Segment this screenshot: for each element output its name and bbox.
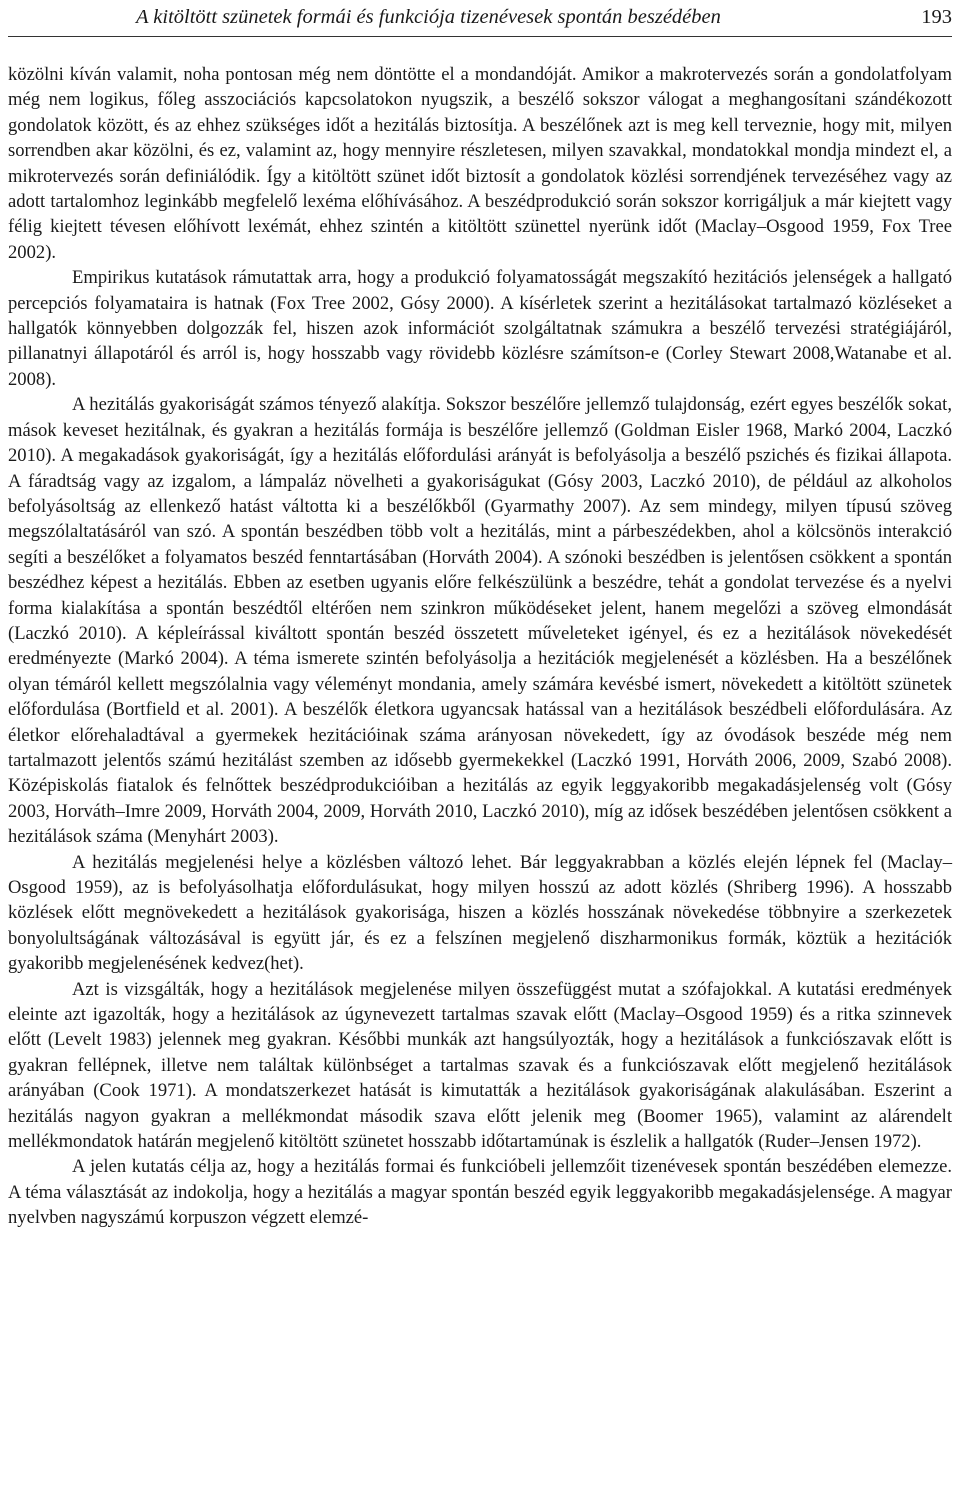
paragraph-research-aim: A jelen kutatás célja az, hogy a hezitálás formai és funkcióbeli jellemzőit tizenévesek spontán beszédében elemezze. A téma választását az indokolja, hogy a hezitálás a magyar spontán beszéd egyik leggyakoribb megakadásjelensége. A magyar nyelvben nagyszámú korpuszon végzett elemzé-	[8, 1156, 952, 1229]
page-header	[8, 0, 952, 37]
running-title: A kitöltött szünetek formái és funkciója tizenévesek spontán beszédében	[136, 6, 721, 28]
header-rule	[8, 36, 952, 37]
page-number: 193	[921, 6, 952, 28]
paragraph-empirical-research: Empirikus kutatások rámutattak arra, hogy a produkció folyamatosságát megszakító hezitációs jelenségek a hallgató percepciós folyamataira is hatnak (Fox Tree 2002, Gósy 2000). A kísérletek szerint a hezitálásokat tartalmazó közléseket a hallgatók könnyebben dolgozzák fel, hiszen azok információt szolgáltatnak számukra a beszélő tervezési stratégiájáról, pillanatnyi állapotáról és arról is, hogy hosszabb vagy rövidebb közlésre számítson-e (Corley Stewart 2008,Watanabe et al. 2008).	[8, 267, 952, 390]
paragraph-continuation: közölni kíván valamit, noha pontosan még nem döntötte el a mondandóját. Amikor a makrotervezés során a gondolatfolyam még nem logikus, főleg asszociációs kapcsolatokon nyugszik, a beszélő sokszor válogat a meghangosítani szándékozott gondolatok között, és az ehhez szükséges időt a hezitálás biztosítja. A beszélőnek azt is meg kell terveznie, hogy mit, milyen sorrendben akar közölni, és ez, valamint az, hogy mennyire részletesen, milyen szavakkal, mondatokkal mondja mindezt el, a mikrotervezés során definiálódik. Így a kitöltött szünet időt biztosít a gondolatok közlési sorrendjének tervezéséhez vagy az adott tartalomhoz leginkább megfelelő lexéma előhívásához. A beszédprodukció során sokszor korrigáljuk a már kiejtett vagy félig kiejtett tévesen előhívott lexémát, ehhez szintén a kitöltött szünettel nyerünk időt (Maclay–Osgood 1959, Fox Tree 2002).	[8, 64, 952, 263]
paragraph-hesitation-position: A hezitálás megjelenési helye a közlésben változó lehet. Bár leggyakrabban a közlés elején lépnek fel (Maclay–Osgood 1959), az is befolyásolhatja előfordulásukat, hogy milyen hosszú az adott közlés (Shriberg 1996). A hosszabb közlések előtt megnövekedett a hezitálások gyakorisága, hiszen a közlés hosszának növekedése többnyire a szerkezetek bonyolultságának változásával is együtt jár, és ez a felszínen megjelenő diszharmonikus formák, köztük a hezitációk gyakoribb megjelenésének kedvez(het).	[8, 851, 952, 975]
body-text	[8, 62, 952, 1231]
paragraph-hesitation-frequency: A hezitálás gyakoriságát számos tényező alakítja. Sokszor beszélőre jellemző tulajdonság, ezért egyes beszélők sokat, mások keveset hezitálnak, és gyakran a hezitálás formája is beszélőre jellemző (Goldman Eisler 1968, Markó 2004, Laczkó 2010). A megakadások gyakoriságát, így a hezitálás előfordulási arányát is befolyásolja a beszélő pszichés és fizikai állapota. A fáradtság vagy az izgalom, a lámpaláz növelheti a gyakoriságukat (Gósy 2003, Laczkó 2010), de például az alkoholos befolyásoltság az ellenkező hatást váltotta ki a beszélőkből (Gyarmathy 2007). Az sem mindegy, milyen típusú szöveg megszólaltatásáról van szó. A spontán beszédben több volt a hezitálás, mint a párbeszédekben, ahol a kölcsönös interakció segíti a beszélőket a folyamatos beszéd fenntartásában (Horváth 2004). A szónoki beszédben is jelentősen csökkent a spontán beszédhez képest a hezitálás. Ebben az esetben ugyanis előre felkészülünk a beszédre, tehát a gondolat tervezése és a nyelvi forma kialakítása a spontán beszédtől eltérően nem szinkron működéseket jelent, hanem megelőzi a szöveg elmondását (Laczkó 2010). A képleírással kiváltott spontán beszéd összetett műveleteket igényel, és ez a hezitálások növekedését eredményezte (Markó 2004). A téma ismerete szintén befolyásolja a hezitációk megjelenését a közlésben. Ha a beszélőnek olyan témáról kellett megszólalnia vagy véleményt mondania, amely számára kevésbé ismert, növekedett a kitöltött szünetek előfordulása (Bortfield et al. 2001). A beszélők életkora ugyancsak hatással van a hezitálások beszédbeli előfordulására. Az életkor előrehaladtával a gyermekek hezitációinak száma arányosan növekedett, így az óvodások beszéde még nem tartalmazott jelentős számú hezitálást szemben az idősebb gyermekekkel (Laczkó 1991, Horváth 2006, 2009, Szabó 2008). Középiskolás fiatalok és felnőttek beszédprodukcióiban a hezitálás az egyik leggyakoribb megakadásjelenség volt (Gósy 2003, Horváth–Imre 2009, Horváth 2004, 2009, Horváth 2010, Laczkó 2010), míg az idősek beszédében jelentősen csökkent a hezitálások száma (Menyhárt 2003).	[8, 394, 952, 848]
paragraph-word-classes: Azt is vizsgálták, hogy a hezitálások megjelenése milyen összefüggést mutat a szófajokkal. A kutatási eredmények eleinte azt igazolták, hogy a hezitálások az úgynevezett tartalmas szavak előtt (Maclay–Osgood 1959) és a ritka szinnevek előtt (Levelt 1983) jelennek meg gyakran. Későbbi munkák azt hangsúlyozták, hogy a hezitálások a funkciószavak előtt is gyakran fellépnek, illetve nem találtak különbséget a tartalmas szavak és a funkciószavak előtt megjelenő hezitálások arányában (Cook 1971). A mondatszerkezet hatását is kimutatták a hezitálások gyakoriságának alakulásában. Eszerint a hezitálás nagyon gyakran a mellékmondat második szava előtt jelenik meg (Boomer 1965), valamint az alárendelt mellékmondatok határán megjelenő kitöltött szünetet hosszabb időtartamúnak is észlelik a hallgatók (Ruder–Jensen 1972).	[8, 978, 952, 1153]
